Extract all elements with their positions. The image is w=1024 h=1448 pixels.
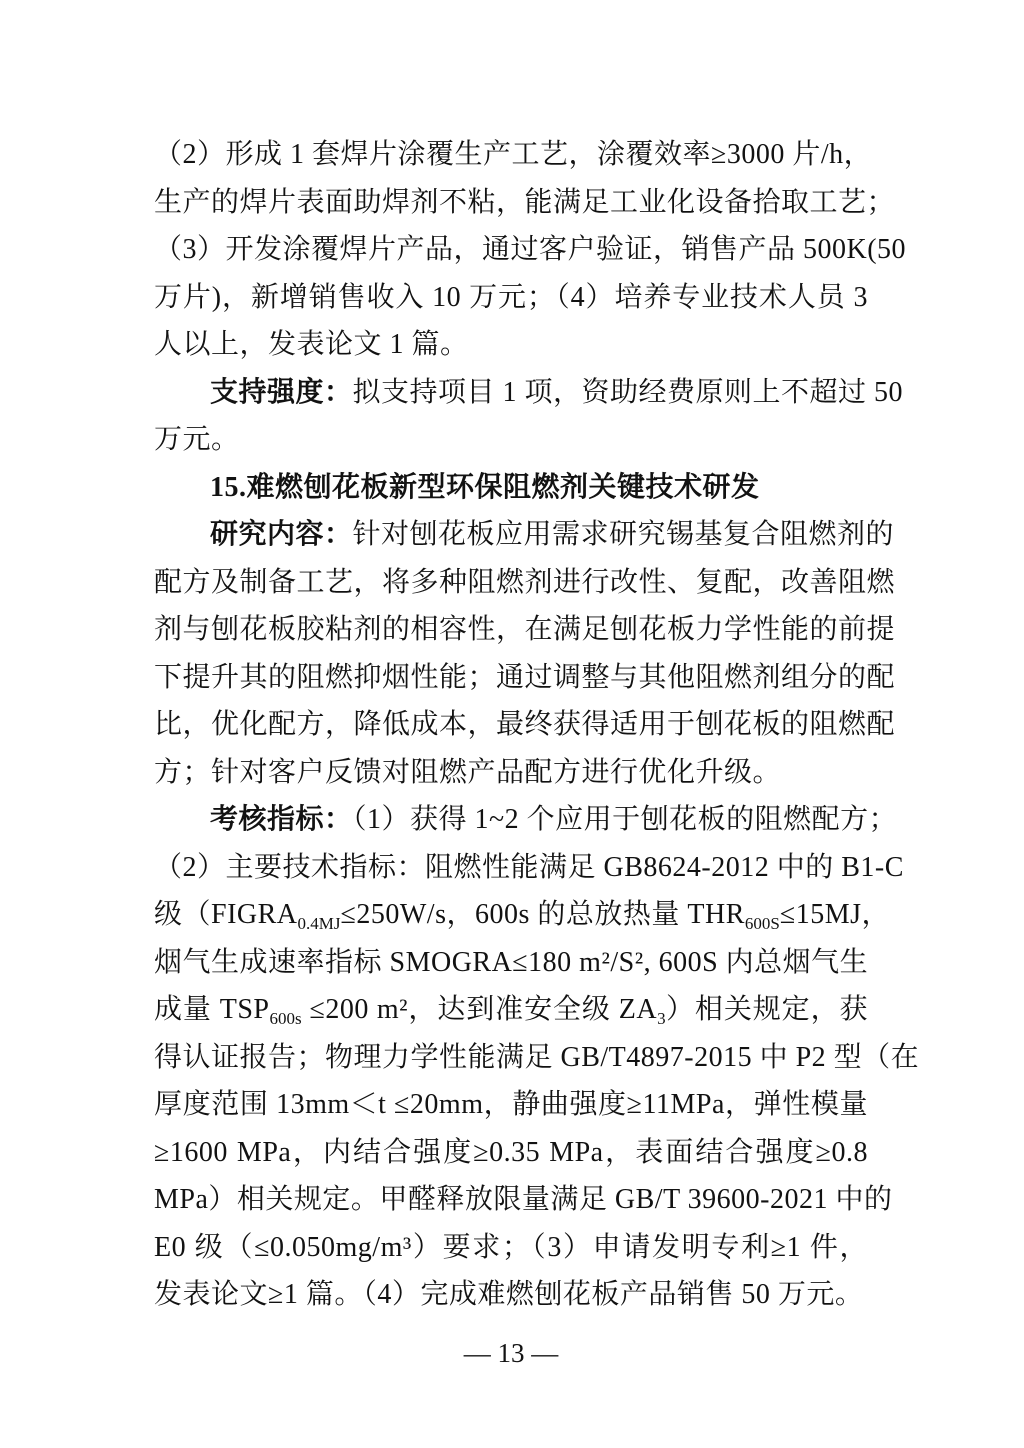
text-run: MPa）相关规定。甲醛释放限量满足 GB/T 39600-2021 中的 — [154, 1184, 893, 1215]
bold-label: 考核指标： — [210, 804, 353, 835]
text-run: E0 级（≤0.050mg/m³）要求；（3）申请发明专利≥1 件， — [154, 1231, 868, 1263]
text-column — [154, 131, 920, 1319]
text-line — [154, 1034, 920, 1082]
text-line — [154, 321, 868, 369]
text-run: （2）形成 1 套焊片涂覆生产工艺，涂覆效率≥3000 片/h， — [154, 139, 873, 170]
text-line — [154, 369, 904, 417]
text-line — [154, 226, 907, 274]
section-heading — [154, 464, 868, 512]
text-run: 厚度范围 13mm＜t ≤20mm，静曲强度≥11MPa，弹性模量 — [154, 1089, 868, 1120]
text-run: （2）主要技术指标：阻燃性能满足 GB8624-2012 中的 B1-C — [154, 851, 904, 883]
text-run: 得认证报告；物理力学性能满足 GB/T4897-2015 中 P2 型（在 — [154, 1041, 920, 1073]
text-run: ≤15MJ， — [779, 899, 891, 930]
text-run: 人以上，发表论文 1 篇。 — [154, 329, 469, 360]
text-run: 比，优化配方，降低成本，最终获得适用于刨花板的阻燃配 — [154, 709, 896, 740]
text-line — [154, 1129, 868, 1177]
page-number — [154, 1336, 868, 1370]
text-run: 下提升其的阻燃抑烟性能；通过调整与其他阻燃剂组分的配 — [154, 661, 896, 693]
text-run: 配方及制备工艺，将多种阻燃剂进行改性、复配，改善阻燃 — [154, 566, 896, 598]
subscript-text: 600S — [744, 914, 780, 933]
text-run: 级（FIGRA — [154, 899, 298, 930]
bold-label: 研究内容： — [210, 519, 353, 550]
text-line — [154, 1176, 893, 1224]
text-line — [154, 1081, 868, 1129]
text-run: ≥1600 MPa，内结合强度≥0.35 MPa，表面结合强度≥0.8 — [154, 1136, 868, 1168]
page-number-text: — 13 — — [463, 1338, 559, 1368]
text-line — [154, 749, 868, 797]
text-line — [154, 511, 895, 559]
text-line — [154, 131, 873, 179]
text-run: 生产的焊片表面助焊剂不粘，能满足工业化设备拾取工艺； — [154, 186, 896, 218]
subscript-text: 600s — [269, 1009, 302, 1028]
text-line — [154, 986, 868, 1034]
text-line — [154, 701, 896, 749]
text-line — [154, 179, 896, 227]
text-run: （3）开发涂覆焊片产品，通过客户验证，销售产品 500K(50 — [154, 234, 907, 265]
subscript-text: 0.4MJ — [297, 914, 341, 933]
text-line — [154, 559, 896, 607]
text-run: （1）获得 1~2 个应用于刨花板的阻燃配方； — [352, 804, 898, 835]
text-run: 拟支持项目 1 项，资助经费原则上不超过 50 — [352, 376, 904, 408]
text-line — [154, 1224, 868, 1272]
text-line — [154, 891, 891, 939]
text-run: 烟气生成速率指标 SMOGRA≤180 m²/S², 600S 内总烟气生 — [154, 946, 869, 978]
heading-text: 15.难燃刨花板新型环保阻燃剂关键技术研发 — [210, 471, 760, 503]
bold-label: 支持强度： — [210, 376, 353, 408]
text-line — [154, 844, 904, 892]
text-line — [154, 939, 868, 987]
subscript-text: 3 — [657, 1009, 666, 1028]
text-run: 剂与刨花板胶粘剂的相容性，在满足刨花板力学性能的前提 — [154, 614, 896, 645]
text-line — [154, 654, 896, 702]
text-line — [154, 796, 898, 844]
text-line — [154, 274, 868, 322]
text-line — [154, 416, 868, 464]
text-line — [154, 1271, 868, 1319]
text-run: ）相关规定，获 — [665, 994, 868, 1025]
text-line — [154, 606, 896, 654]
text-run: ≤250W/s，600s 的总放热量 THR — [340, 899, 745, 930]
text-run: 发表论文≥1 篇。（4）完成难燃刨花板产品销售 50 万元。 — [154, 1279, 864, 1310]
text-run: ≤200 m²，达到准安全级 ZA — [301, 994, 658, 1025]
text-run: 万片)，新增销售收入 10 万元；（4）培养专业技术人员 3 — [154, 281, 868, 313]
text-run: 成量 TSP — [154, 994, 270, 1025]
text-run: 针对刨花板应用需求研究锡基复合阻燃剂的 — [352, 519, 895, 550]
text-run: 方；针对客户反馈对阻燃产品配方进行优化升级。 — [154, 756, 782, 788]
text-run: 万元。 — [154, 424, 240, 455]
